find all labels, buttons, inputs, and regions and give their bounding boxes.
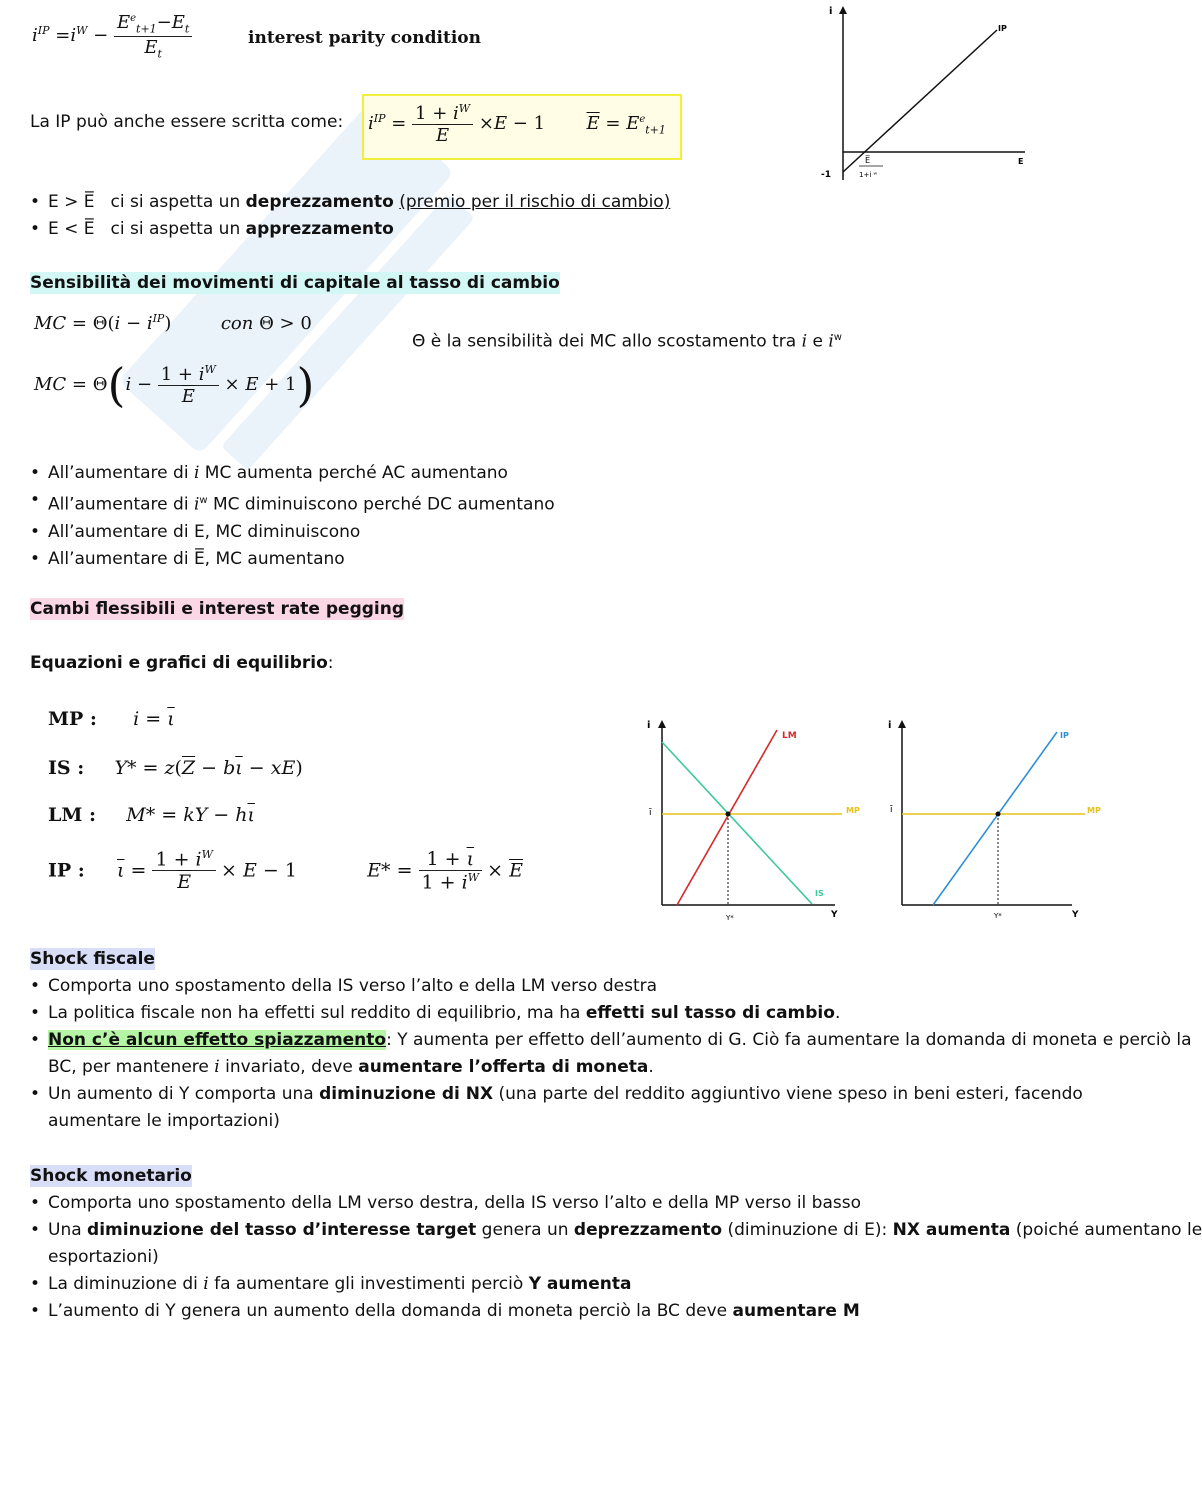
eq-mp: MP : $i = \overline{\iota}$ — [48, 708, 175, 730]
bullets-shock-monetario — [30, 1190, 1202, 1325]
is-label: IS — [815, 889, 824, 898]
list-item: • E < E̅ ci si aspetta un apprezzamento — [30, 216, 670, 243]
section-title-shock-monetario: Shock monetario — [30, 1166, 192, 1186]
y-axis-label: i — [829, 6, 833, 17]
ip-curve-label: IP — [998, 24, 1007, 33]
ibar-label: ī — [649, 808, 652, 818]
list-item: • Un aumento di Y comporta una diminuzione di NX (una parte del reddito aggiuntivo viene speso in beni esteri, facendo aumentare le importazioni) — [30, 1081, 1120, 1135]
equilibrium-point — [726, 812, 731, 817]
ip-curve — [933, 732, 1057, 905]
lm-curve — [677, 730, 777, 905]
bullets-expectations — [30, 189, 670, 243]
mc-formula-2: MC = Θ(i − $\frac{1 + i^W}{E}$ × E + 1) — [34, 358, 315, 412]
theta-note: Θ è la sensibilità dei MC allo scostamento tra i e $i^w$ — [412, 331, 842, 352]
list-item: • All’aumentare di E, MC diminuiscono — [30, 519, 555, 546]
list-item: • All’aumentare di $i^w$ MC diminuiscono perché DC aumentano — [30, 487, 555, 519]
list-item: • La politica fiscale non ha effetti sul reddito di equilibrio, ma ha effetti sul tasso di cambio. — [30, 1000, 1120, 1027]
ip-graph-top — [815, 0, 1035, 190]
list-item: • E > E̅ ci si aspetta un deprezzamento (premio per il rischio di cambio) — [30, 189, 670, 216]
x-axis-label: Y — [831, 910, 838, 920]
x-axis-label: Y — [1072, 910, 1079, 920]
list-item: • La diminuzione di i fa aumentare gli investimenti perciò Y aumenta — [30, 1271, 1120, 1298]
section-title-shock-fiscale: Shock fiscale — [30, 949, 155, 969]
ip-formula-label: interest parity condition — [248, 28, 481, 48]
ip-curve — [843, 30, 997, 172]
mp-label: MP — [846, 806, 860, 815]
ystar-label: Y* — [726, 914, 734, 922]
ip-formula: $i^{IP} =i^W$ − $\frac{E^e_{t+1}-E_t}{E_t}$ — [32, 12, 192, 60]
ibar-label: ī — [890, 805, 893, 815]
bullets-sensibilita — [30, 460, 555, 573]
tick-num: E̅ — [865, 156, 871, 165]
section-subtitle-equazioni: Equazioni e grafici di equilibrio: — [30, 653, 334, 673]
ystar-label: Y* — [994, 912, 1002, 920]
ip-label: IP — [1060, 731, 1069, 740]
list-item: • Una diminuzione del tasso d’interesse target genera un deprezzamento (diminuzione di E): NX aumenta (poiché aumentano le esportazioni) — [30, 1217, 1120, 1271]
y-axis-arrow — [839, 6, 847, 14]
section-title-cambi: Cambi flessibili e interest rate pegging — [30, 599, 405, 619]
eq-lm: LM : M* = kY − $h\overline{\iota}$ — [48, 804, 255, 826]
eq-is: IS : $Y* = z(\overline{Z} - b\overline{\iota} - xE)$ — [48, 757, 303, 779]
mc-formula-1: MC = $\Theta(i - i^{IP})$ con Θ > 0 — [34, 312, 312, 334]
ip-alt-text: La IP può anche essere scritta come: — [30, 112, 344, 132]
y-axis-label: i — [647, 720, 651, 731]
lm-label: LM — [782, 731, 797, 741]
graph-is-lm-mp — [640, 712, 870, 927]
ip-alt-formula-box: $i^{IP}$ = $\frac{1 + i^W}{E}$ ×E − 1 $\overline{E} = E^e_{t+1}$ — [362, 94, 682, 160]
list-item: • All’aumentare di E̅, MC aumentano — [30, 546, 555, 573]
bullets-shock-fiscale — [30, 973, 1192, 1135]
is-curve — [662, 742, 812, 904]
list-item: • L’aumento di Y genera un aumento della domanda di moneta perciò la BC deve aumentare M — [30, 1298, 1120, 1325]
list-item: • Comporta uno spostamento della LM verso destra, della IS verso l’alto e della MP verso il basso — [30, 1190, 1120, 1217]
tick-den: 1+i ʷ — [859, 171, 878, 179]
graph-ip-mp — [880, 712, 1110, 927]
mp-label: MP — [1087, 806, 1101, 815]
equilibrium-point — [996, 812, 1001, 817]
y-axis-label: i — [888, 720, 892, 731]
intercept-label: -1 — [821, 170, 831, 180]
x-axis-label: E — [1018, 157, 1024, 166]
list-item: • All’aumentare di i MC aumenta perché AC aumentano — [30, 460, 555, 487]
list-item: • Non c’è alcun effetto spiazzamento: Y aumenta per effetto dell’aumento di G. Ciò fa aumentare la domanda di moneta e perciò la BC, per mantenere i invariato, deve aumentare l’offerta di moneta. — [30, 1027, 1120, 1081]
list-item: • Comporta uno spostamento della IS verso l’alto e della LM verso destra — [30, 973, 1120, 1000]
section-title-sensibilita: Sensibilità dei movimenti di capitale al tasso di cambio — [30, 273, 560, 293]
eq-ip: IP : $\overline{\iota}$ = $\frac{1 + i^W}{E}$ × E − 1 E* = $\frac{1 + \overline{\iota}}{1 + i^W}$ × $\overline{E}$ — [48, 848, 523, 894]
